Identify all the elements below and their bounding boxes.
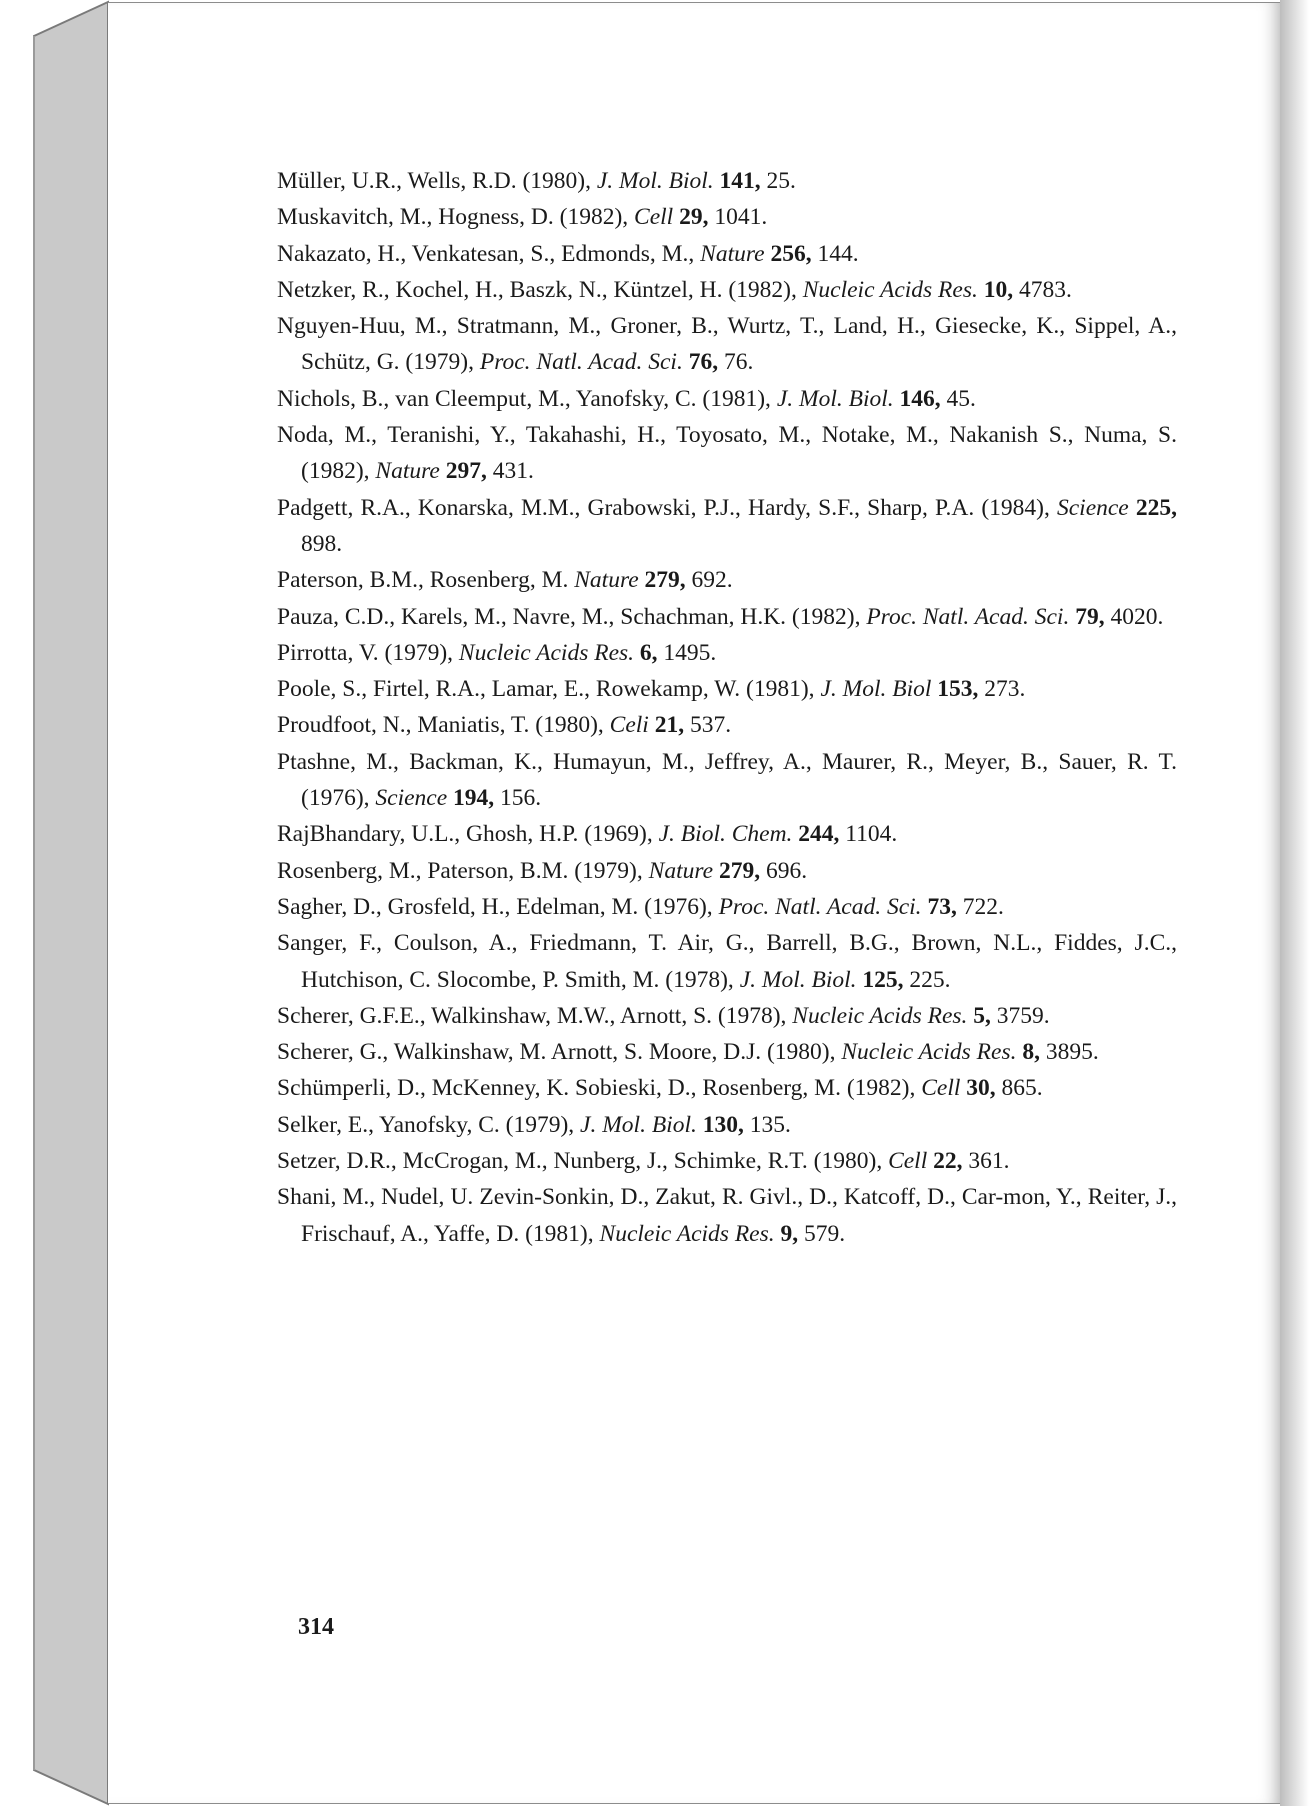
reference-entry: Rosenberg, M., Paterson, B.M. (1979), Nature 279, 696. bbox=[277, 857, 808, 884]
reference-entry: Müller, U.R., Wells, R.D. (1980), J. Mol. Biol. 141, 25. bbox=[277, 168, 796, 194]
reference-entry: Nichols, B., van Cleemput, M., Yanofsky, C. (1981), J. Mol. Biol. 146, 45. bbox=[277, 385, 976, 412]
reference-entry: Paterson, B.M., Rosenberg, M. Nature 279, 692. bbox=[277, 567, 733, 594]
reference-entry: Nakazato, H., Venkatesan, S., Edmonds, M., Nature 256, 144. bbox=[277, 240, 859, 267]
reference-entry: Pauza, C.D., Karels, M., Navre, M., Schachman, H.K. (1982), Proc. Natl. Acad. Sci. 79, 4020. bbox=[277, 603, 1164, 630]
reference-entry: Sanger, F., Coulson, A., Friedmann, T. Air, G., Barrell, B.G., Brown, N.L., Fiddes, J.C., Hutchison, C. Slocombe, P. Smith, M. (1978), J. Mol. Biol. 125, 225. bbox=[277, 930, 1177, 993]
reference-entry: Shani, M., Nudel, U. Zevin-Sonkin, D., Zakut, R. Givl., D., Katcoff, D., Car-mon, Y., Reiter, J., Frischauf, A., Yaffe, D. (1981), Nucleic Acids Res. 9, 579. bbox=[277, 1184, 1177, 1247]
reference-entry: Noda, M., Teranishi, Y., Takahashi, H., Toyosato, M., Notake, M., Nakanish S., Numa, S. (1982), Nature 297, 431. bbox=[277, 422, 1177, 485]
reference-entry: Pirrotta, V. (1979), Nucleic Acids Res. 6, 1495. bbox=[277, 639, 717, 666]
reference-entry: RajBhandary, U.L., Ghosh, H.P. (1969), J. Biol. Chem. 244, 1104. bbox=[277, 821, 898, 848]
page-edge-shadow bbox=[1280, 0, 1309, 1806]
page-number: 314 bbox=[298, 1614, 334, 1640]
reference-entry: Netzker, R., Kochel, H., Baszk, N., Küntzel, H. (1982), Nucleic Acids Res. 10, 4783. bbox=[277, 276, 1072, 303]
reference-entry: Ptashne, M., Backman, K., Humayun, M., Jeffrey, A., Maurer, R., Meyer, B., Sauer, R. T. (1976), Science 194, 156. bbox=[277, 748, 1177, 812]
reference-entry: Sagher, D., Grosfeld, H., Edelman, M. (1976), Proc. Natl. Acad. Sci. 73, 722. bbox=[277, 893, 1004, 920]
reference-entry: Poole, S., Firtel, R.A., Lamar, E., Rowekamp, W. (1981), J. Mol. Biol 153, 273. bbox=[277, 676, 1026, 703]
reference-entry: Muskavitch, M., Hogness, D. (1982), Cell 29, 1041. bbox=[277, 204, 768, 231]
reference-list bbox=[277, 163, 1177, 1252]
reference-entry: Setzer, D.R., McCrogan, M., Nunberg, J., Schimke, R.T. (1980), Cell 22, 361. bbox=[277, 1148, 1010, 1175]
reference-entry: Padgett, R.A., Konarska, M.M., Grabowski, P.J., Hardy, S.F., Sharp, P.A. (1984), Science 225, 898. bbox=[277, 494, 1178, 557]
reference-entry: Nguyen-Huu, M., Stratmann, M., Groner, B., Wurtz, T., Land, H., Giesecke, K., Sippel, A., Schütz, G. (1979), Proc. Natl. Acad. Sci. 76, 76. bbox=[277, 313, 1177, 376]
reference-entry: Scherer, G.F.E., Walkinshaw, M.W., Arnott, S. (1978), Nucleic Acids Res. 5, 3759. bbox=[277, 1002, 1050, 1029]
reference-entry: Scherer, G., Walkinshaw, M. Arnott, S. Moore, D.J. (1980), Nucleic Acids Res. 8, 3895. bbox=[277, 1039, 1099, 1066]
book-spine bbox=[0, 0, 110, 1806]
reference-entry: Proudfoot, N., Maniatis, T. (1980), Celi 21, 537. bbox=[277, 712, 732, 739]
reference-entry: Schümperli, D., McKenney, K. Sobieski, D., Rosenberg, M. (1982), Cell 30, 865. bbox=[277, 1075, 1043, 1102]
reference-entry: Selker, E., Yanofsky, C. (1979), J. Mol. Biol. 130, 135. bbox=[277, 1111, 791, 1138]
